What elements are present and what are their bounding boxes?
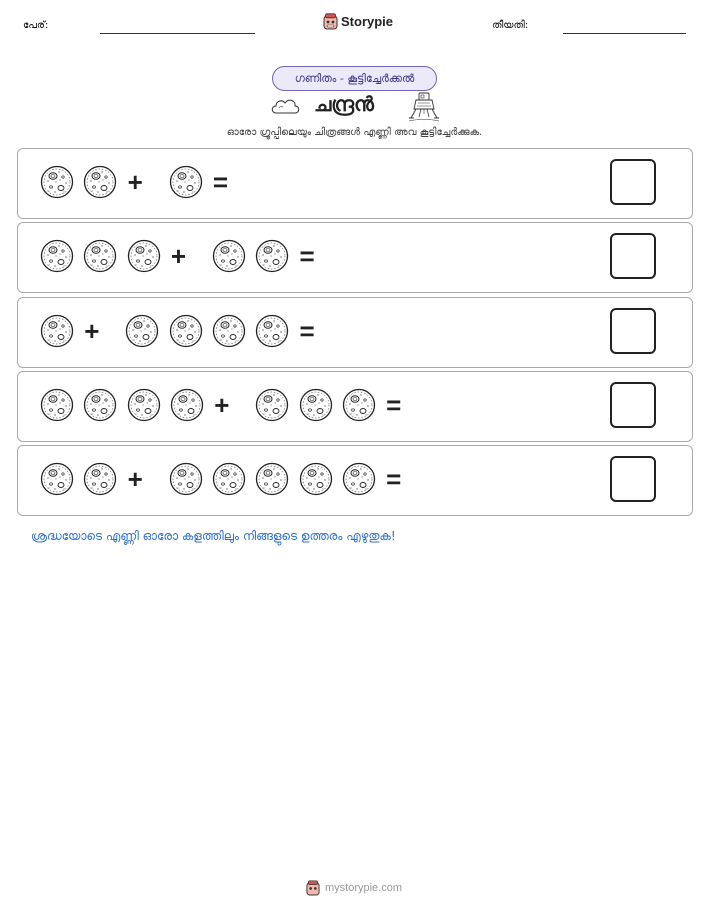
website-link[interactable]: mystorypie.com bbox=[325, 882, 403, 894]
equals-sign: = bbox=[212, 167, 229, 197]
moon-icon bbox=[342, 462, 376, 496]
date-label: തീയതി: bbox=[492, 20, 529, 31]
problem-row bbox=[17, 148, 693, 219]
site-footer bbox=[306, 880, 402, 896]
brand-name: Storypie bbox=[341, 14, 394, 29]
problem-row bbox=[17, 445, 693, 516]
equals-sign: = bbox=[386, 464, 402, 495]
plus-sign: + bbox=[170, 241, 187, 272]
moon-icon bbox=[169, 165, 203, 199]
answer-box[interactable] bbox=[610, 456, 656, 502]
answer-box[interactable] bbox=[610, 382, 656, 428]
problem-row bbox=[17, 222, 693, 293]
plus-sign: + bbox=[84, 315, 100, 346]
subject-pill: ഗണിതം - കൂട്ടിച്ചേർക്കൽ bbox=[272, 66, 437, 91]
moon-icon bbox=[212, 462, 246, 496]
moon-icon bbox=[127, 388, 161, 422]
plus-sign: + bbox=[214, 389, 230, 420]
storypie-mascot-icon bbox=[306, 880, 320, 896]
name-label: പേര്: bbox=[23, 20, 49, 31]
moon-icon bbox=[255, 239, 289, 273]
moon-icon bbox=[127, 239, 161, 273]
answer-box[interactable] bbox=[610, 308, 656, 354]
answer-box[interactable] bbox=[610, 159, 656, 205]
equals-sign: = bbox=[299, 315, 315, 346]
moon-icon bbox=[212, 239, 246, 273]
page-title: ചന്ദ്രൻ bbox=[314, 92, 374, 116]
footer-note: ശ്രദ്ധയോടെ എണ്ണി ഓരോ കളത്തിലും നിങ്ങളുടെ ഉത്തരം എഴുതുക! bbox=[31, 529, 396, 543]
moon-icon bbox=[169, 314, 203, 348]
brand bbox=[323, 13, 393, 30]
answer-box[interactable] bbox=[610, 233, 656, 279]
moon-icon bbox=[83, 462, 117, 496]
problem-row bbox=[17, 297, 693, 368]
name-line[interactable] bbox=[100, 33, 255, 34]
moon-icon bbox=[40, 314, 74, 348]
equals-sign: = bbox=[299, 241, 315, 272]
moon-icon bbox=[299, 388, 333, 422]
moon-icon bbox=[83, 239, 117, 273]
storypie-mascot-icon bbox=[323, 13, 338, 30]
problem-row bbox=[17, 371, 693, 442]
moon-icon bbox=[299, 462, 333, 496]
moon-icon bbox=[255, 462, 289, 496]
title-row bbox=[0, 90, 709, 124]
equals-sign: = bbox=[386, 389, 402, 420]
plus-sign: + bbox=[127, 167, 143, 197]
moon-icon bbox=[40, 165, 74, 199]
moon-icon bbox=[83, 165, 117, 199]
moon-icon bbox=[125, 314, 159, 348]
moon-icon bbox=[255, 388, 289, 422]
instruction-text: ഓരോ ഗ്രൂപ്പിലെയും ചിത്രങ്ങൾ എണ്ണി അവ കൂട്ടിച്ചേർക്കുക. bbox=[226, 127, 483, 138]
cloud-icon bbox=[270, 96, 300, 116]
moon-icon bbox=[40, 239, 74, 273]
moon-icon bbox=[169, 462, 203, 496]
moon-icon bbox=[255, 314, 289, 348]
plus-sign: + bbox=[127, 464, 143, 495]
date-line[interactable] bbox=[563, 33, 686, 34]
moon-icon bbox=[212, 314, 246, 348]
moon-icon bbox=[342, 388, 376, 422]
moon-icon bbox=[40, 388, 74, 422]
lunar-lander-icon bbox=[408, 90, 440, 122]
moon-icon bbox=[83, 388, 117, 422]
moon-icon bbox=[40, 462, 74, 496]
moon-icon bbox=[170, 388, 204, 422]
